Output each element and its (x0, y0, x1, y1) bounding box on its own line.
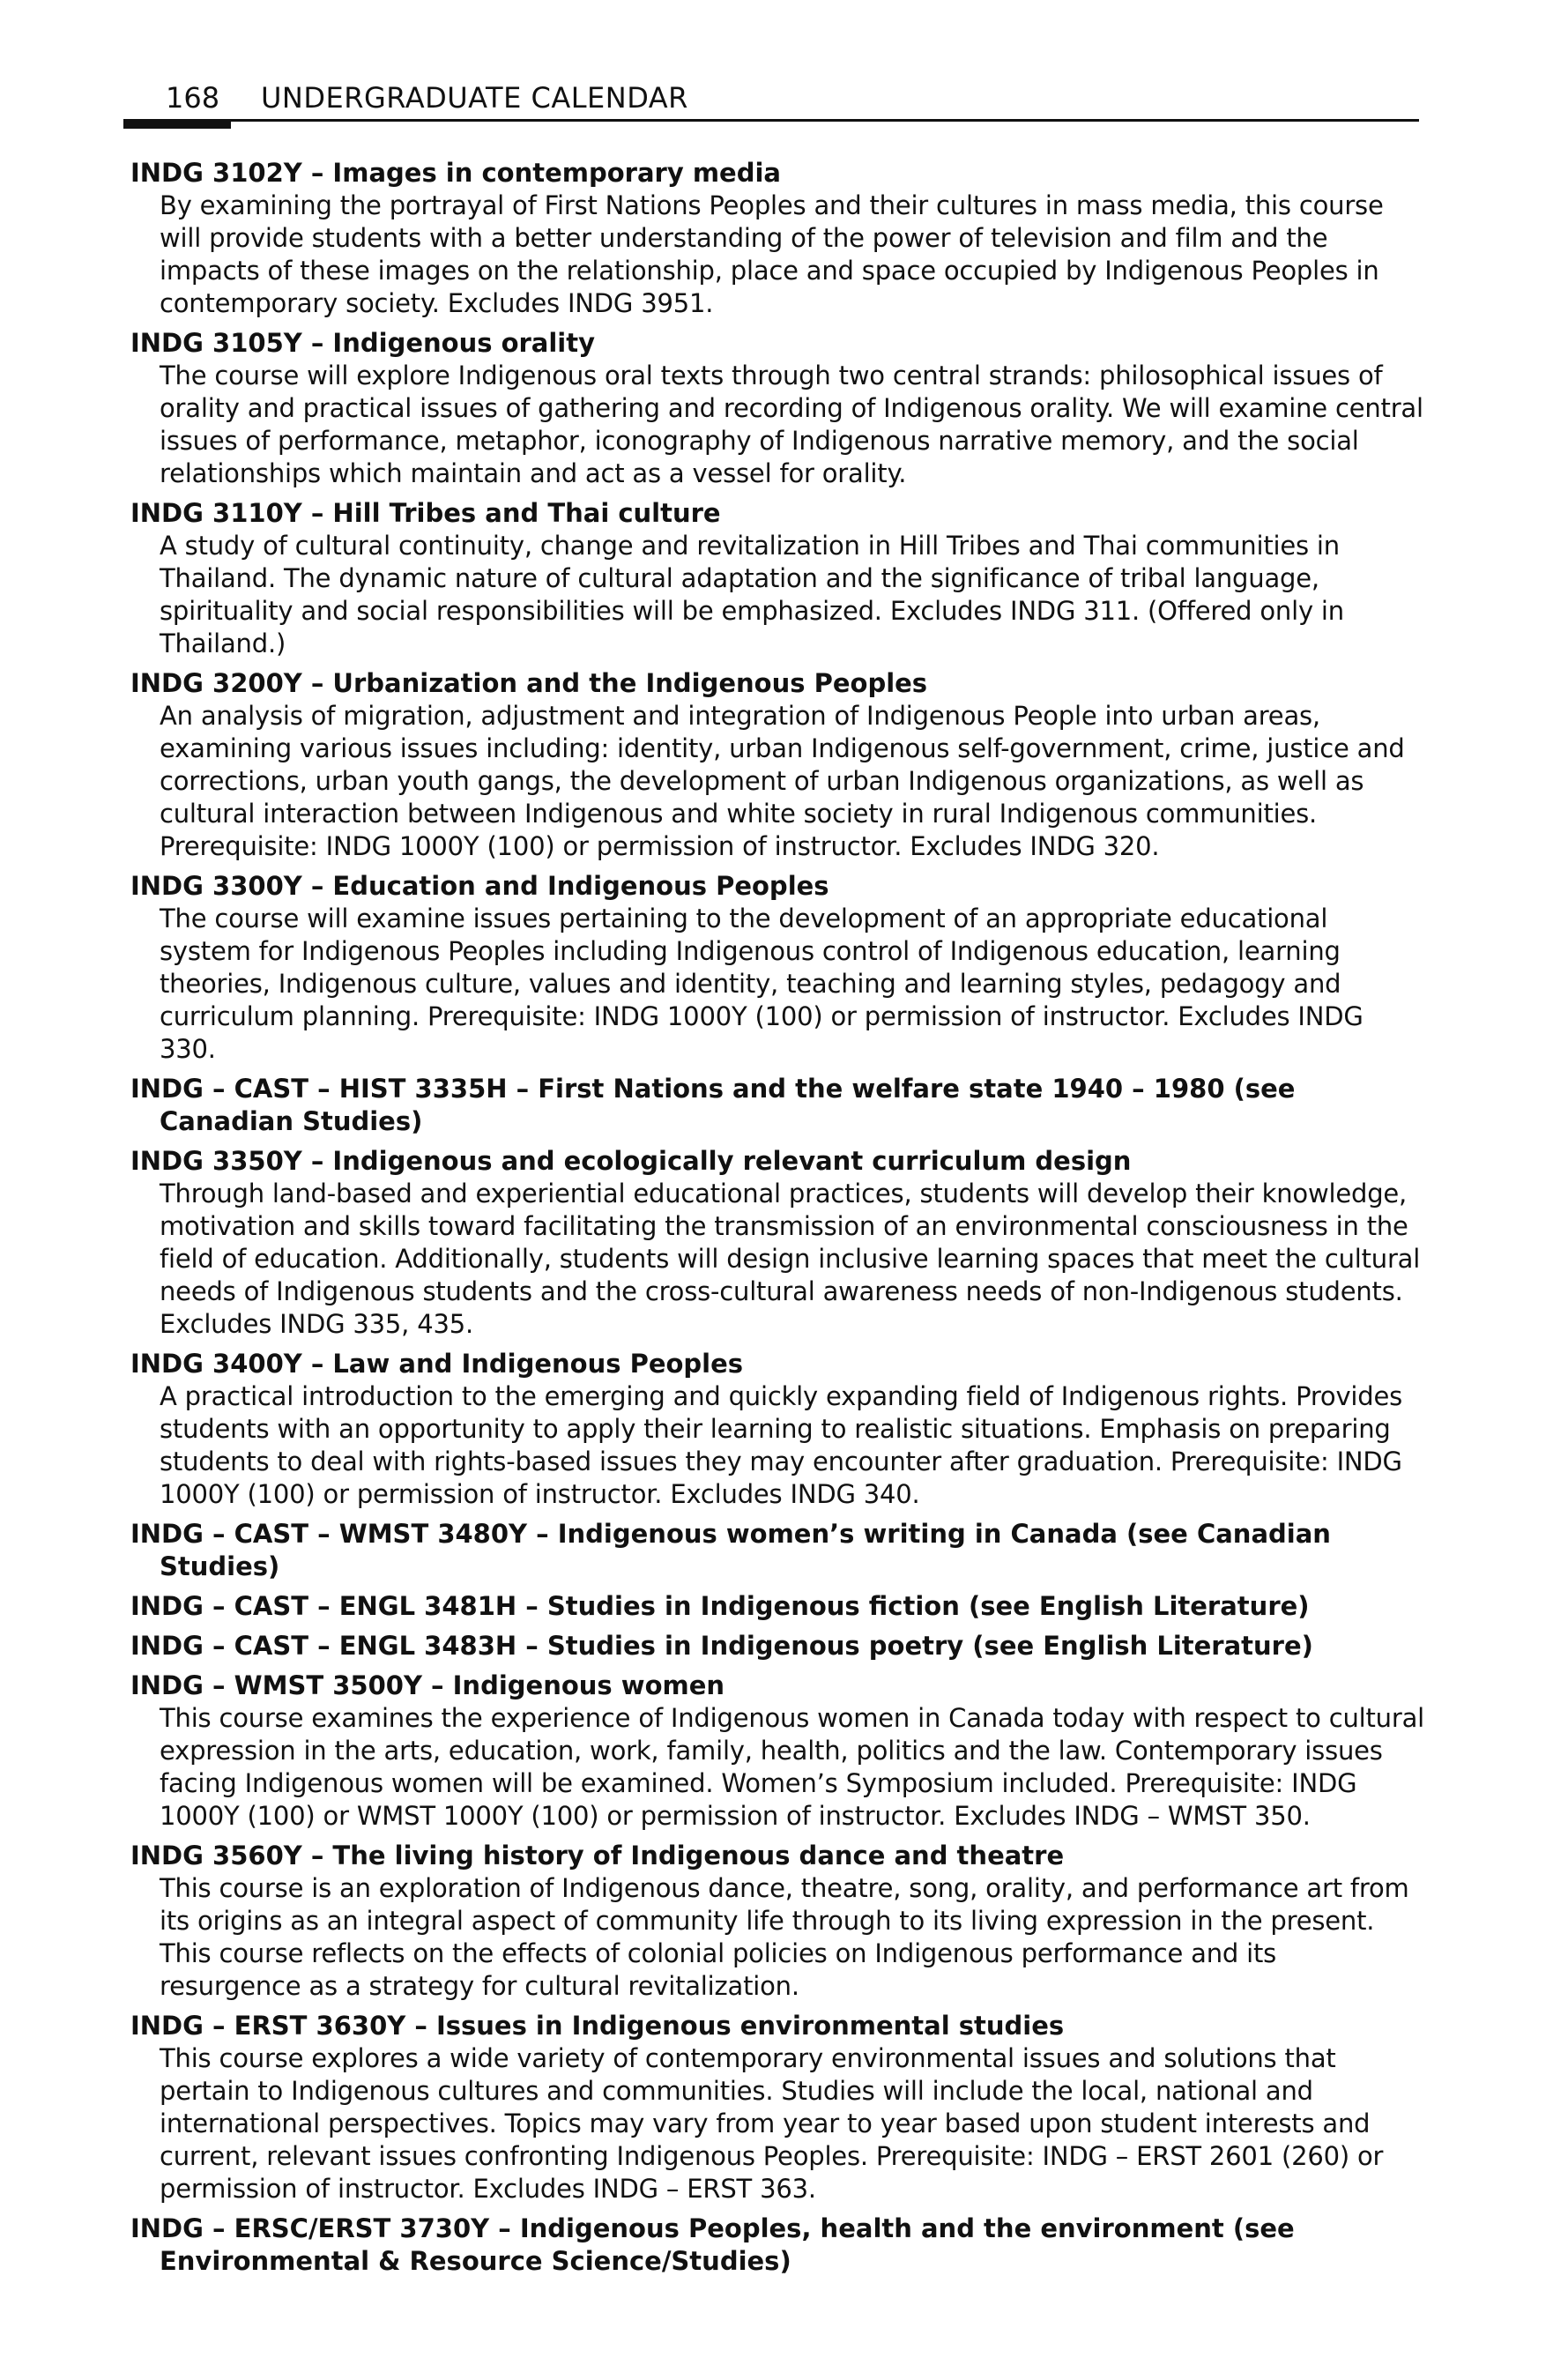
course-title: INDG – CAST – WMST 3480Y – Indigenous women’s writing in Canada (see Canadian Studies) (130, 1519, 1331, 1581)
course-description: The course will examine issues pertaining to the development of an appropriate educational system for Indigenous Peoples including Indigenous control of Indigenous education, learning theories, Indigenous culture, values and identity, teaching and learning styles, pedagogy and curriculum planning. Prerequisite: INDG 1000Y (100) or permission of instructor. Excludes INDG 330. (160, 904, 1364, 1064)
course-description: This course examines the experience of Indigenous women in Canada today with respect to cultural expression in the arts, education, work, family, health, politics and the law. Contemporary issues facing Indigenous women will be examined. Women’s Symposium included. Prerequisite: INDG 1000Y (100) or WMST 1000Y (100) or permission of instructor. Excludes INDG – WMST 350. (160, 1703, 1424, 1831)
course-entry (130, 1348, 1424, 1511)
course-entry (130, 1840, 1424, 2003)
course-entry (130, 2010, 1424, 2205)
course-description: This course is an exploration of Indigenous dance, theatre, song, orality, and performance art from its origins as an integral aspect of community life through to its living expression in the present. This course reflects on the effects of colonial policies on Indigenous performance and its resurgence as a strategy for cultural revitalization. (160, 1873, 1409, 2001)
running-title: UNDERGRADUATE CALENDAR (261, 81, 688, 115)
header-block-accent (123, 119, 231, 129)
course-title: INDG 3560Y – The living history of Indigenous dance and theatre (130, 1841, 1065, 1871)
course-description: A practical introduction to the emerging and quickly expanding field of Indigenous rights. Provides students with an opportunity to apply their learning to realistic situations. Emphasis on preparing students to deal with rights-based issues they may encounter after graduation. Prerequisite: INDG 1000Y (100) or permission of instructor. Excludes INDG 340. (160, 1381, 1403, 1509)
course-title: INDG 3300Y – Education and Indigenous Peoples (130, 871, 829, 901)
course-title: INDG 3400Y – Law and Indigenous Peoples (130, 1349, 744, 1379)
course-entry (130, 1073, 1424, 1138)
course-title: INDG – ERSC/ERST 3730Y – Indigenous Peoples, health and the environment (see Environmental & Resource Science/Studies) (130, 2213, 1295, 2276)
course-title: INDG – WMST 3500Y – Indigenous women (130, 1670, 725, 1700)
course-entry (130, 327, 1424, 490)
course-title: INDG 3200Y – Urbanization and the Indigenous Peoples (130, 668, 928, 698)
course-entry (130, 2213, 1424, 2278)
course-title: INDG – CAST – ENGL 3481H – Studies in Indigenous fiction (see English Literature) (130, 1591, 1310, 1621)
course-description: This course explores a wide variety of contemporary environmental issues and solutions that pertain to Indigenous cultures and communities. Studies will include the local, national and international perspectives. Topics may vary from year to year based upon student interests and current, relevant issues confronting Indigenous Peoples. Prerequisite: INDG – ERST 2601 (260) or permission of instructor. Excludes INDG – ERST 363. (160, 2043, 1384, 2204)
course-title: INDG – CAST – ENGL 3483H – Studies in Indigenous poetry (see English Literature) (130, 1631, 1313, 1661)
course-title: INDG 3110Y – Hill Tribes and Thai culture (130, 498, 721, 528)
page-header (123, 81, 1419, 127)
course-title: INDG 3105Y – Indigenous orality (130, 328, 596, 358)
course-entry (130, 1670, 1424, 1833)
course-list (130, 157, 1424, 2285)
course-entry (130, 667, 1424, 863)
course-description: An analysis of migration, adjustment and integration of Indigenous People into urban areas, examining various issues including: identity, urban Indigenous self-government, crime, justice and corrections, urban youth gangs, the development of urban Indigenous organizations, as well as cultural interaction between Indigenous and white society in rural Indigenous communities. Prerequisite: INDG 1000Y (100) or permission of instructor. Excludes INDG 320. (160, 701, 1405, 861)
header-rule (123, 119, 1419, 122)
course-title: INDG 3350Y – Indigenous and ecologically relevant curriculum design (130, 1146, 1132, 1176)
course-description: By examining the portrayal of First Nations Peoples and their cultures in mass media, this course will provide students with a better understanding of the power of television and film and the impacts of these images on the relationship, place and space occupied by Indigenous Peoples in contemporary society. Excludes INDG 3951. (160, 190, 1384, 318)
course-title: INDG – CAST – HIST 3335H – First Nations and the welfare state 1940 – 1980 (see Canadian Studies) (130, 1074, 1296, 1136)
course-entry (130, 870, 1424, 1066)
course-entry (130, 157, 1424, 320)
course-entry (130, 497, 1424, 660)
course-entry (130, 1145, 1424, 1341)
course-entry (130, 1590, 1424, 1623)
page-number: 168 (166, 81, 220, 115)
course-description: A study of cultural continuity, change and revitalization in Hill Tribes and Thai communities in Thailand. The dynamic nature of cultural adaptation and the significance of tribal language, spirituality and social responsibilities will be emphasized. Excludes INDG 311. (Offered only in Thailand.) (160, 531, 1344, 658)
course-title: INDG – ERST 3630Y – Issues in Indigenous environmental studies (130, 2011, 1065, 2041)
course-entry (130, 1630, 1424, 1662)
course-title: INDG 3102Y – Images in contemporary media (130, 158, 781, 188)
course-description: Through land-based and experiential educational practices, students will develop their knowledge, motivation and skills toward facilitating the transmission of an environmental consciousness in the field of education. Additionally, students will design inclusive learning spaces that meet the cultural needs of Indigenous students and the cross-cultural awareness needs of non-Indigenous students. Excludes INDG 335, 435. (160, 1179, 1421, 1339)
course-entry (130, 1518, 1424, 1583)
course-description: The course will explore Indigenous oral texts through two central strands: philosophical issues of orality and practical issues of gathering and recording of Indigenous orality. We will examine central issues of performance, metaphor, iconography of Indigenous narrative memory, and the social relationships which maintain and act as a vessel for orality. (160, 361, 1423, 488)
